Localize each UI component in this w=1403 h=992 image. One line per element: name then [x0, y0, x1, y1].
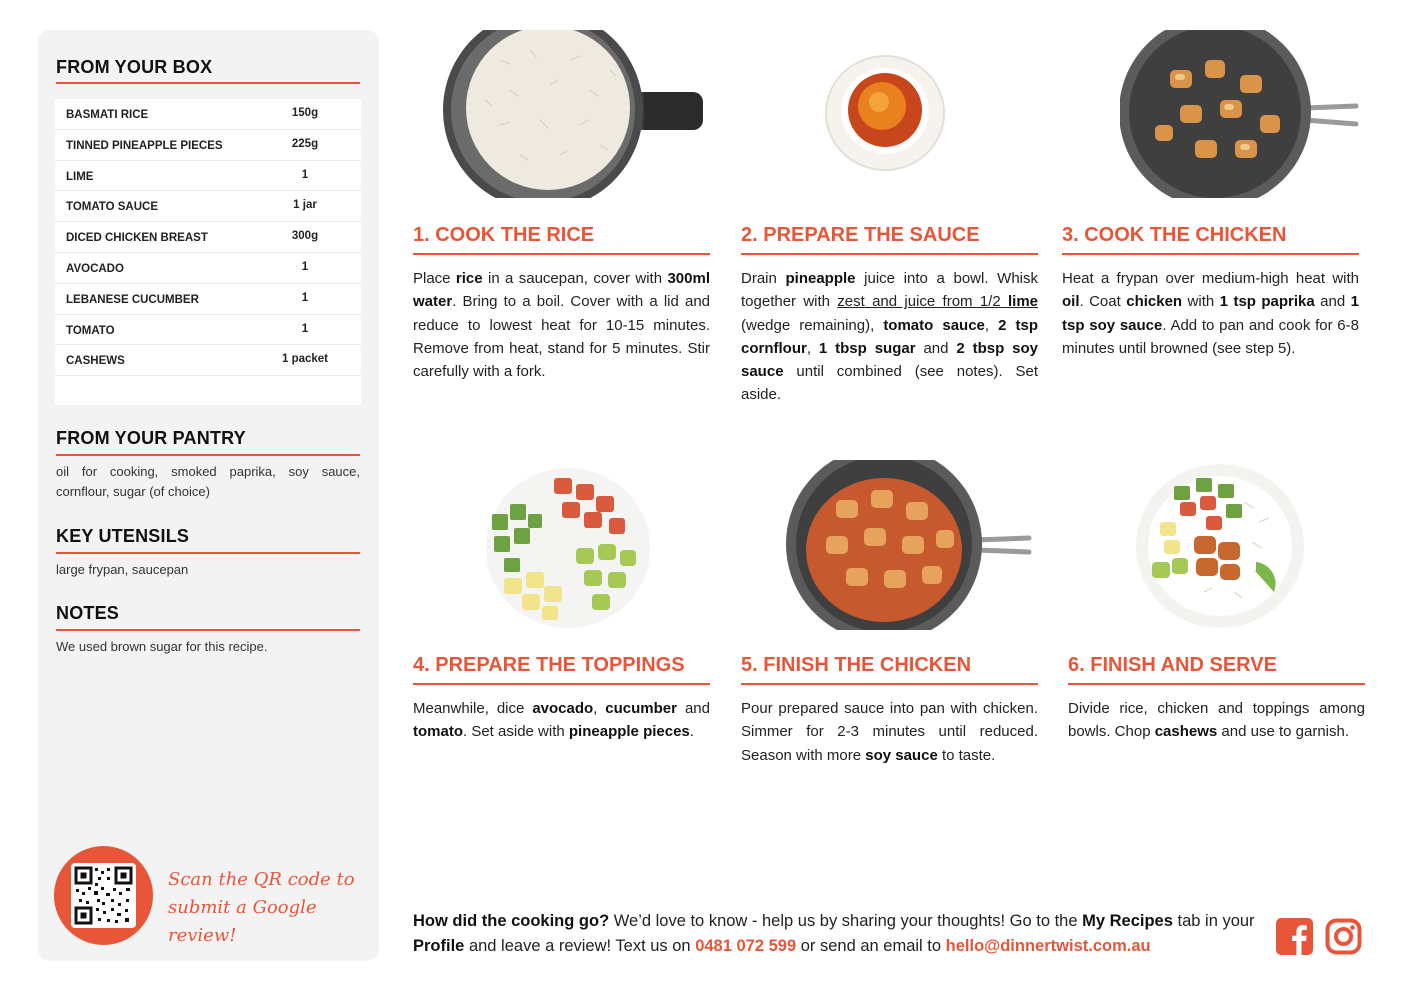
qr-caption: [168, 866, 368, 950]
ingredient-qty: 1: [301, 260, 309, 273]
table-row: [55, 130, 361, 161]
step-6-divider: [1068, 683, 1365, 685]
email-link[interactable]: hello@dinnertwist.com.au: [945, 937, 1151, 955]
ingredient-name: DICED CHICKEN BREAST: [66, 232, 208, 245]
step-1-text: Place rice in a saucepan, cover with 300ml water. Bring to a boil. Cover with a lid and reduce to lowest heat for 10-15 minutes. Remove from heat, stand for 5 minutes. Stir carefully with a fork.: [413, 270, 710, 381]
step-6-title: 6. FINISH AND SERVE: [1068, 654, 1277, 676]
ingredient-qty: 1 jar: [293, 199, 317, 212]
step-5-divider: [741, 683, 1038, 685]
ingredient-qty: 1: [301, 168, 309, 181]
pantry-title: FROM YOUR PANTRY: [56, 428, 246, 448]
ingredient-qty: 1: [301, 322, 309, 335]
qr-badge[interactable]: [54, 846, 153, 945]
step-3-title: 3. COOK THE CHICKEN: [1062, 224, 1287, 246]
ingredient-qty: 225g: [291, 137, 319, 150]
step-4-title: 4. PREPARE THE TOPPINGS: [413, 654, 685, 676]
ingredient-qty: 1 packet: [281, 353, 329, 366]
step-2-text: Drain pineapple juice into a bowl. Whisk together with zest and juice from 1/2 lime (wedge remaining), tomato sauce, 2 tsp cornflour, 1 tbsp sugar and 2 tbsp soy sauce until combined (see notes). Set aside.: [741, 270, 1038, 404]
table-row: [55, 99, 361, 130]
step-2-photo: [824, 54, 946, 172]
utensils-text: large frypan, saucepan: [56, 562, 189, 577]
utensils-title: KEY UTENSILS: [56, 526, 190, 546]
table-row: [55, 253, 361, 284]
table-row: [55, 345, 361, 376]
ingredient-table: [55, 99, 361, 405]
step-2-title: 2. PREPARE THE SAUCE: [741, 224, 980, 246]
ingredient-name: TOMATO SAUCE: [66, 201, 159, 214]
step-2-divider: [741, 253, 1038, 255]
ingredient-name: TINNED PINEAPPLE PIECES: [66, 139, 223, 152]
qr-code[interactable]: [71, 863, 136, 928]
step-5-title: 5. FINISH THE CHICKEN: [741, 654, 972, 676]
phone-link[interactable]: 0481 072 599: [695, 937, 797, 955]
step-1-divider: [413, 253, 710, 255]
table-row: [55, 161, 361, 192]
ingredient-qty: 150g: [291, 107, 319, 119]
pantry-text: oil for cooking, smoked paprika, soy sauce, cornflour, sugar (of choice): [56, 464, 360, 499]
ingredient-name: CASHEWS: [66, 355, 125, 368]
utensils-divider: [56, 552, 360, 554]
box-title: FROM YOUR BOX: [56, 57, 213, 77]
step-6-photo: [1134, 462, 1306, 630]
ingredient-name: LEBANESE CUCUMBER: [66, 293, 199, 306]
notes-title: NOTES: [56, 603, 120, 623]
instagram-icon[interactable]: [1325, 918, 1362, 955]
step-4-divider: [413, 683, 710, 685]
step-5-text: Pour prepared sauce into pan with chicken. Simmer for 2-3 minutes until reduced. Season with more soy sauce to taste.: [741, 700, 1038, 764]
box-divider: [56, 82, 360, 84]
pantry-divider: [56, 454, 360, 456]
facebook-icon[interactable]: [1276, 918, 1313, 955]
review-prompt: How did the cooking go? We’d love to know - help us by sharing your thoughts! Go to the My Recipes tab in your Profile and leave a review! Text us on 0481 072 599 or send an email to hello@dinnertwist.com.au: [413, 912, 1255, 955]
step-6-text: Divide rice, chicken and toppings among bowls. Chop cashews and use to garnish.: [1068, 700, 1365, 741]
step-4-text: Meanwhile, dice avocado, cucumber and tomato. Set aside with pineapple pieces.: [413, 700, 710, 741]
qr-caption-line-2: submit a Google review!: [168, 897, 317, 946]
table-row: [55, 191, 361, 222]
step-4-photo: [484, 466, 652, 630]
ingredient-name: AVOCADO: [66, 262, 124, 275]
step-3-divider: [1062, 253, 1359, 255]
table-row: [55, 222, 361, 253]
sidebar-panel: [38, 30, 379, 961]
ingredient-name: LIME: [66, 170, 94, 183]
notes-divider: [56, 629, 360, 631]
step-3-photo: [1120, 30, 1360, 198]
step-1-photo: [440, 30, 705, 198]
ingredient-qty: 1: [301, 291, 309, 304]
qr-caption-line-1: Scan the QR code to: [168, 869, 355, 890]
notes-text: We used brown sugar for this recipe.: [56, 639, 268, 654]
ingredient-name: TOMATO: [66, 324, 115, 337]
table-row: [55, 284, 361, 315]
table-row: [55, 315, 361, 346]
step-5-photo: [786, 460, 1034, 630]
step-1-title: 1. COOK THE RICE: [413, 224, 595, 246]
ingredient-name: BASMATI RICE: [66, 109, 149, 121]
step-3-text: Heat a frypan over medium-high heat with oil. Coat chicken with 1 tsp paprika and 1 tsp soy sauce. Add to pan and cook for 6-8 minutes until browned (see step 5).: [1062, 270, 1359, 357]
ingredient-qty: 300g: [291, 230, 319, 243]
